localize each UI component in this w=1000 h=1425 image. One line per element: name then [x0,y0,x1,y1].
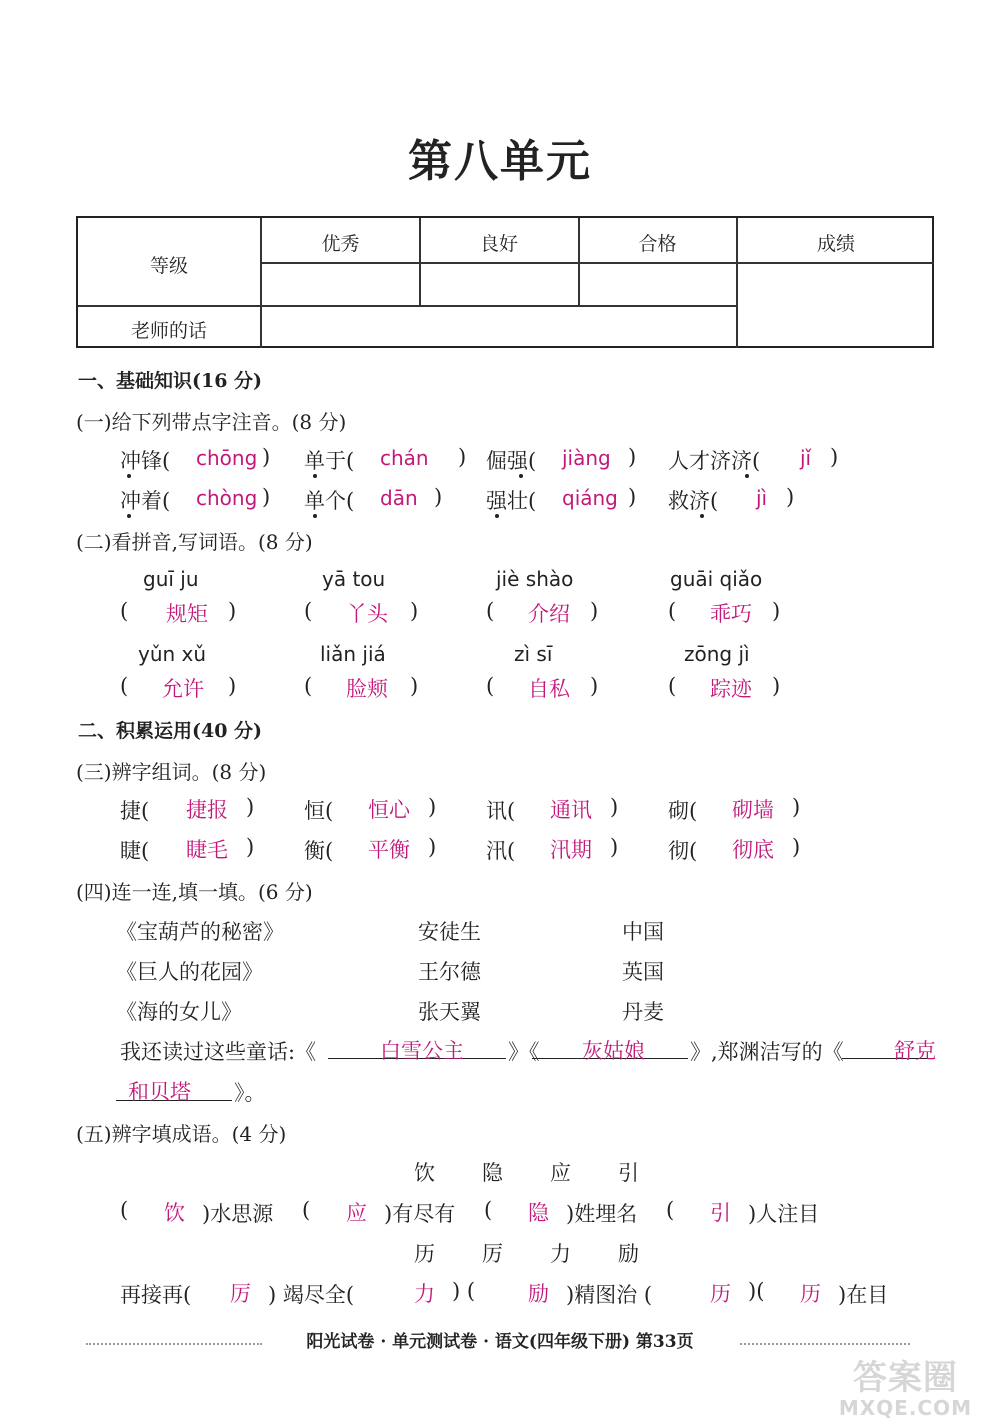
page-footer: 阳光试卷 · 单元测试卷 · 语文(四年级下册) 第33页 [306,1332,694,1352]
char-answer: 汛期 [550,838,592,862]
emphasis-dot [745,474,749,478]
option-char: 饮 [414,1161,435,1185]
fill-answer: 灰姑娘 [582,1039,645,1063]
pinyin-item-word: 倔强( [486,449,537,473]
watermark-url: MXQE.COM [838,1396,972,1421]
pinyin-item-word: 单个( [304,489,355,513]
close-paren: ) [434,485,443,509]
idiom-answer: 历 [800,1282,821,1306]
grade-col-good: 良好 [479,233,518,255]
option-char: 厉 [482,1242,503,1266]
pinyin-prompt: liǎn jiá [320,642,386,666]
pinyin-item-word: 冲锋( [120,449,171,473]
pinyin-answer: dān [380,486,418,510]
close-paren: ) [628,445,637,469]
pinyin-item-word: 单于( [304,449,355,473]
idiom-text: 再接再( [120,1283,192,1307]
watermark-text: 答案圈 [852,1358,958,1398]
page-title: 第八单元 [408,136,592,187]
pinyin-prompt: zì sī [514,642,553,666]
pinyin-item-word: 冲着( [120,489,171,513]
word-answer: 自私 [528,677,570,701]
emphasis-dot [700,514,704,518]
emphasis-dot [127,474,131,478]
pinyin-answer: jǐ [800,446,812,470]
close-paren: ) [458,445,467,469]
close-paren: ) [628,485,637,509]
grade-col-pass: 合格 [638,233,677,255]
pinyin-item-word: 强壮( [486,489,537,513]
book-title: 《海的女儿》 [116,1000,242,1024]
section1-heading: 一、基础知识(16 分) [78,370,263,392]
option-char: 励 [618,1242,639,1266]
part1-heading: (一)给下列带点字注音。(8 分) [76,410,347,434]
pinyin-prompt: zōng jì [684,642,750,666]
word-answer: 介绍 [528,602,570,626]
idiom-text: )在目 [838,1283,889,1307]
idiom-answer: 饮 [164,1201,185,1225]
part5-heading: (五)辨字填成语。(4 分) [76,1122,287,1146]
grade-row-label: 等级 [149,255,188,277]
word-answer: 脸颊 [346,677,388,701]
option-char: 历 [414,1242,435,1266]
idiom-answer: 历 [710,1282,731,1306]
pinyin-answer: jì [756,486,768,510]
char-item: 讯( [486,799,516,823]
emphasis-dot [495,514,499,518]
idiom-text: )( [748,1279,765,1303]
country-name: 丹麦 [622,1000,664,1024]
option-char: 力 [550,1242,571,1266]
char-item: 捷( [120,799,150,823]
pinyin-prompt: guāi qiǎo [670,567,763,591]
grade-col-excellent: 优秀 [321,233,360,255]
idiom-answer: 引 [710,1201,731,1225]
word-answer: 乖巧 [710,602,752,626]
idiom-text: )精图治 ( [566,1283,653,1307]
option-char: 引 [618,1161,639,1185]
emphasis-dot [313,514,317,518]
char-item: 彻( [668,839,698,863]
char-item: 恒( [304,799,334,823]
book-title: 《巨人的花园》 [116,960,263,984]
fill-answer: 舒克 [894,1039,936,1063]
word-answer: 丫头 [346,602,388,626]
idiom-text: )水思源 [202,1202,274,1226]
pinyin-answer: jiàng [562,446,611,470]
emphasis-dot [127,514,131,518]
pinyin-item-word: 人才济济( [668,449,761,473]
char-answer: 彻底 [732,838,774,862]
char-answer: 平衡 [368,838,410,862]
word-answer: 允许 [162,677,204,701]
score-header: 成绩 [816,233,855,255]
close-paren: ) [262,445,271,469]
section2-heading: 二、积累运用(40 分) [78,720,263,742]
author-name: 王尔德 [418,960,481,984]
teacher-comment-label: 老师的话 [130,320,207,342]
idiom-text: )有尽有 [384,1202,456,1226]
pinyin-item-word: 救济( [668,489,719,513]
emphasis-dot [519,474,523,478]
emphasis-dot [313,474,317,478]
part3-heading: (三)辨字组词。(8 分) [76,760,267,784]
pinyin-prompt: yā tou [322,567,386,591]
fill-answer: 和贝塔 [128,1080,191,1104]
idiom-text: )姓埋名 [566,1202,638,1226]
idiom-answer: 隐 [528,1201,549,1225]
close-paren: ) [786,485,795,509]
char-answer: 砌墙 [732,798,774,822]
char-item: 衡( [304,839,334,863]
country-name: 中国 [622,920,664,944]
idiom-text: )人注目 [748,1202,820,1226]
idiom-text: ) ( [452,1279,476,1303]
author-name: 张天翼 [418,1000,481,1024]
idiom-text: ) 竭尽全( [268,1283,355,1307]
word-answer: 踪迹 [710,677,752,701]
close-paren: ) [262,485,271,509]
pinyin-answer: chòng [196,486,258,510]
char-answer: 睫毛 [186,838,228,862]
option-char: 隐 [482,1161,503,1185]
word-answer: 规矩 [166,602,208,626]
char-item: 砌( [668,799,698,823]
grade-table [76,216,934,348]
part2-heading: (二)看拼音,写词语。(8 分) [76,530,313,554]
idiom-answer: 力 [414,1282,435,1306]
idiom-answer: 励 [528,1282,549,1306]
country-name: 英国 [622,960,664,984]
char-item: 汛( [486,839,516,863]
char-item: 睫( [120,839,150,863]
pinyin-answer: qiáng [562,486,618,510]
close-paren: ) [830,445,839,469]
char-answer: 通讯 [550,798,592,822]
pinyin-prompt: jiè shào [496,567,574,591]
book-title: 《宝葫芦的秘密》 [116,920,284,944]
part4-heading: (四)连一连,填一填。(6 分) [76,880,313,904]
author-name: 安徒生 [418,920,481,944]
fill-answer: 白雪公主 [380,1039,464,1063]
char-answer: 恒心 [368,798,410,822]
idiom-answer: 应 [346,1201,367,1225]
pinyin-answer: chán [380,446,429,470]
pinyin-prompt: yǔn xǔ [138,642,207,666]
watermark-logo [839,1360,972,1419]
idiom-answer: 厉 [230,1282,251,1306]
pinyin-answer: chōng [196,446,258,470]
pinyin-prompt: guī ju [143,567,199,591]
option-char: 应 [550,1161,571,1185]
char-answer: 捷报 [186,798,228,822]
fill-prefix: 我还读过这些童话:《 [120,1040,317,1064]
